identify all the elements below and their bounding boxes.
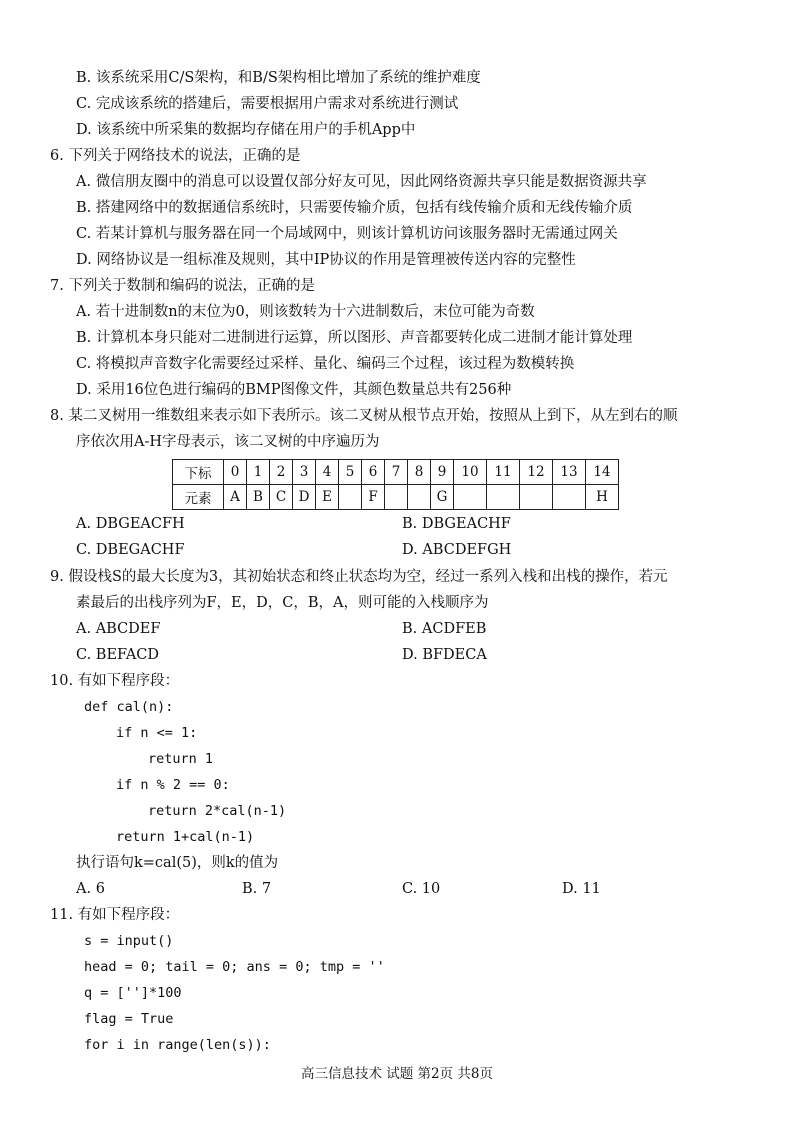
code-line: def cal(n): — [84, 699, 174, 715]
q9-stem-line2: 素最后的出栈序列为F，E，D，C，B，A，则可能的入栈顺序为 — [76, 595, 489, 611]
index-cell: 4 — [316, 460, 339, 485]
q8-option-a: A. DBGEACFH — [76, 516, 185, 532]
element-cell — [408, 485, 431, 510]
index-cell: 14 — [586, 460, 619, 485]
q7-option-c: C. 将模拟声音数字化需要经过采样、量化、编码三个过程，该过程为数模转换 — [76, 356, 575, 372]
index-cell: 3 — [293, 460, 316, 485]
q7-option-b: B. 计算机本身只能对二进制进行运算，所以图形、声音都要转化成二进制才能计算处理 — [76, 330, 633, 346]
index-cell: 7 — [385, 460, 408, 485]
q5-option-b: B. 该系统采用C/S架构，和B/S架构相比增加了系统的维护难度 — [76, 70, 481, 86]
index-cell: 11 — [487, 460, 520, 485]
code-line: q = ['']*100 — [84, 985, 182, 1001]
index-cell: 5 — [339, 460, 362, 485]
q9-option-c: C. BEFACD — [76, 647, 160, 663]
code-line: if n % 2 == 0: — [116, 777, 230, 793]
q9-stem-line1: 9. 假设栈S的最大长度为3，其初始状态和终止状态均为空，经过一系列入栈和出栈的操作，若元 — [50, 569, 668, 585]
q10-stem: 10. 有如下程序段： — [50, 673, 180, 689]
element-cell: C — [270, 485, 293, 510]
q10-option-d: D. 11 — [562, 881, 601, 897]
q8-option-b: B. DBGEACHF — [402, 516, 511, 532]
element-cell — [553, 485, 586, 510]
q8-stem-line2: 序依次用A-H字母表示，该二叉树的中序遍历为 — [76, 434, 380, 450]
page-footer: 高三信息技术 试题 第2页 共8页 — [300, 1066, 494, 1082]
element-cell — [339, 485, 362, 510]
q6-option-d: D. 网络协议是一组标准及规则，其中IP协议的作用是管理被传送内容的完整性 — [76, 252, 576, 268]
index-cell: 1 — [247, 460, 270, 485]
index-cell: 13 — [553, 460, 586, 485]
element-cell: G — [431, 485, 454, 510]
element-cell: D — [293, 485, 316, 510]
code-line: return 1 — [148, 751, 214, 767]
q10-option-c: C. 10 — [402, 881, 441, 897]
index-cell: 2 — [270, 460, 293, 485]
q8-option-c: C. DBEGACHF — [76, 542, 185, 558]
element-cell — [487, 485, 520, 510]
element-cell: E — [316, 485, 339, 510]
code-line: for i in range(len(s)): — [84, 1037, 271, 1053]
element-cell: A — [224, 485, 247, 510]
index-cell: 10 — [454, 460, 487, 485]
q6-option-c: C. 若某计算机与服务器在同一个局域网中，则该计算机访问该服务器时无需通过网关 — [76, 226, 618, 242]
code-line: return 2*cal(n-1) — [148, 803, 287, 819]
index-row — [173, 460, 619, 485]
q10-option-a: A. 6 — [76, 881, 105, 897]
q11-stem: 11. 有如下程序段： — [50, 907, 180, 923]
q5-option-c: C. 完成该系统的搭建后，需要根据用户需求对系统进行测试 — [76, 96, 459, 112]
q8-option-d: D. ABCDEFGH — [402, 542, 512, 558]
array-table — [172, 459, 619, 510]
q7-option-d: D. 采用16位色进行编码的BMP图像文件，其颜色数量总共有256种 — [76, 382, 512, 398]
code-line: if n <= 1: — [116, 725, 198, 741]
q9-option-d: D. BFDECA — [402, 647, 487, 663]
q7-stem: 7. 下列关于数制和编码的说法，正确的是 — [50, 278, 315, 294]
code-line: head = 0; tail = 0; ans = 0; tmp = '' — [84, 959, 385, 975]
code-line: flag = True — [84, 1011, 174, 1027]
q6-option-a: A. 微信朋友圈中的消息可以设置仅部分好友可见，因此网络资源共享只能是数据资源共享 — [76, 174, 647, 190]
element-cell — [520, 485, 553, 510]
q6-stem: 6. 下列关于网络技术的说法，正确的是 — [50, 148, 301, 164]
code-line: s = input() — [84, 933, 174, 949]
index-header: 下标 — [173, 460, 224, 485]
q5-option-d: D. 该系统中所采集的数据均存储在用户的手机App中 — [76, 122, 416, 138]
element-cell: B — [247, 485, 270, 510]
index-cell: 6 — [362, 460, 385, 485]
index-cell: 12 — [520, 460, 553, 485]
element-cell — [385, 485, 408, 510]
index-cell: 8 — [408, 460, 431, 485]
q6-option-b: B. 搭建网络中的数据通信系统时，只需要传输介质，包括有线传输介质和无线传输介质 — [76, 200, 633, 216]
code-line: return 1+cal(n-1) — [116, 829, 255, 845]
element-cell — [454, 485, 487, 510]
element-row — [173, 485, 619, 510]
element-cell: H — [586, 485, 619, 510]
q9-option-b: B. ACDFEB — [402, 621, 487, 637]
q10-question: 执行语句k=cal(5)，则k的值为 — [76, 855, 279, 871]
element-header: 元素 — [173, 485, 224, 510]
q8-stem-line1: 8. 某二叉树用一维数组来表示如下表所示。该二叉树从根节点开始，按照从上到下，从左到右的顺 — [50, 408, 678, 424]
q7-option-a: A. 若十进制数n的末位为0，则该数转为十六进制数后，末位可能为奇数 — [76, 304, 535, 320]
index-cell: 0 — [224, 460, 247, 485]
index-cell: 9 — [431, 460, 454, 485]
element-cell: F — [362, 485, 385, 510]
q9-option-a: A. ABCDEF — [76, 621, 161, 637]
q10-option-b: B. 7 — [242, 881, 272, 897]
